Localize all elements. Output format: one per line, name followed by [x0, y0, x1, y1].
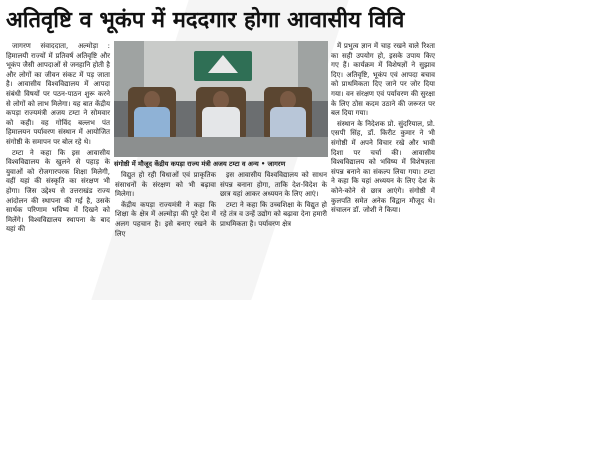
paragraph: इस आवासीय विश्वविद्यालय को साधन संपन्न बनाना होगा, ताकि देश-विदेश के छात्र यहां आकर अध्ययन के लिए आएं। [220, 171, 327, 199]
paragraph: संस्थान के निदेशक प्रो. सुंदरियाल, प्रो. एसपी सिंह, डॉ. किरीट कुमार ने भी संगोष्ठी में अपने विचार रखे और भावी दिशा पर चर्चा की। आवासीय विश्वविद्यालय को भविष्य में विशेषज्ञता संपन्न बनाने का संकल्प लिया गया। टम्टा ने कहा कि यहां अध्ययन के लिए देश के कोने-कोने से छात्र आएंगे। संगोष्ठी में कुलपति समेत अनेक विद्वान मौजूद थे। संचालन डॉ. जोशी ने किया। [331, 119, 435, 215]
article-column-4 [331, 42, 435, 233]
paragraph: टम्टा ने कहा कि इस आवासीय विश्वविद्यालय के खुलने से पहाड़ के युवाओं को रोजगारपरक शिक्षा मिलेगी, वहीं यहां की संस्कृति का संरक्षण भी होगा। जिस उद्देश्य से उत्तराखंड राज्य आंदोलन की स्थापना की गई है, उसके सार्थक परिणाम भविष्य में दिखने को मिलेंगे। विश्वविद्यालय स्थापना के बाद यहां की [6, 148, 110, 234]
article-column-1 [6, 42, 110, 233]
paragraph: में प्रभुत्व ज्ञान में चाह रखने वाले रिश्ता का सही उपयोग हो, इसके उपाय किए गए हैं। कार्यक्रम में विशेषज्ञों ने सुझाव दिए। अतिवृष्टि, भूकंप एवं आपदा बचाव को प्राथमिकता दिए जाने पर जोर दिया गया। वन संरक्षण एवं पर्यावरण की सुरक्षा के लिए ठोस कदम उठाने की जरूरत पर बल दिया गया। [331, 42, 435, 118]
article-column-3 [220, 171, 327, 231]
headline: अतिवृष्टि व भूकंप में मददगार होगा आवासीय विवि [6, 7, 405, 33]
photo-table [114, 137, 328, 157]
paragraph: केंद्रीय कपड़ा राज्यमंत्री ने कहा कि शिक्षा के क्षेत्र में अल्मोड़ा की पूरे देश में अलग पहचान है। इसे बनाए रखने के लिए [115, 200, 216, 238]
paragraph: विद्युत हो रही विधाओं एवं प्राकृतिक संसाधनों के संरक्षण को भी बढ़ावा मिलेगा। [115, 171, 216, 199]
article-column-2 [115, 171, 216, 238]
news-photo [114, 41, 328, 157]
paragraph: टम्टा ने कहा कि उच्चशिक्षा के विद्युत हो रहे तंत्र व उन्हें उद्योग को बढ़ावा देना हमारी प्राथमिकता है। पर्यावरण क्षेत्र [220, 200, 327, 228]
photo-caption: संगोष्ठी में मौजूद केंद्रीय कपड़ा राज्य मंत्री अजय टम्टा व अन्य • जागरण [114, 160, 286, 168]
paragraph: जागरण संवाददाता, अल्मोड़ा : हिमालयी राज्यों में प्रतिवर्ष अतिवृष्टि और भूकंप जैसी आपदाओं से जनहानि होती है और लोगों का जीवन संकट में पड़ जाता है। आवासीय विश्वविद्यालय में आपदा संबंधी विषयों पर पठन-पाठन शुरू करने से लोगों को लाभ मिलेगा। यह बात केंद्रीय कपड़ा राज्यमंत्री अजय टम्टा ने सोमवार को कही। वह गोविंद बल्लभ पंत हिमालयन पर्यावरण संस्थान में आयोजित संगोष्ठी के समापन पर बोल रहे थे। [6, 42, 110, 146]
institute-logo-icon [194, 51, 252, 81]
